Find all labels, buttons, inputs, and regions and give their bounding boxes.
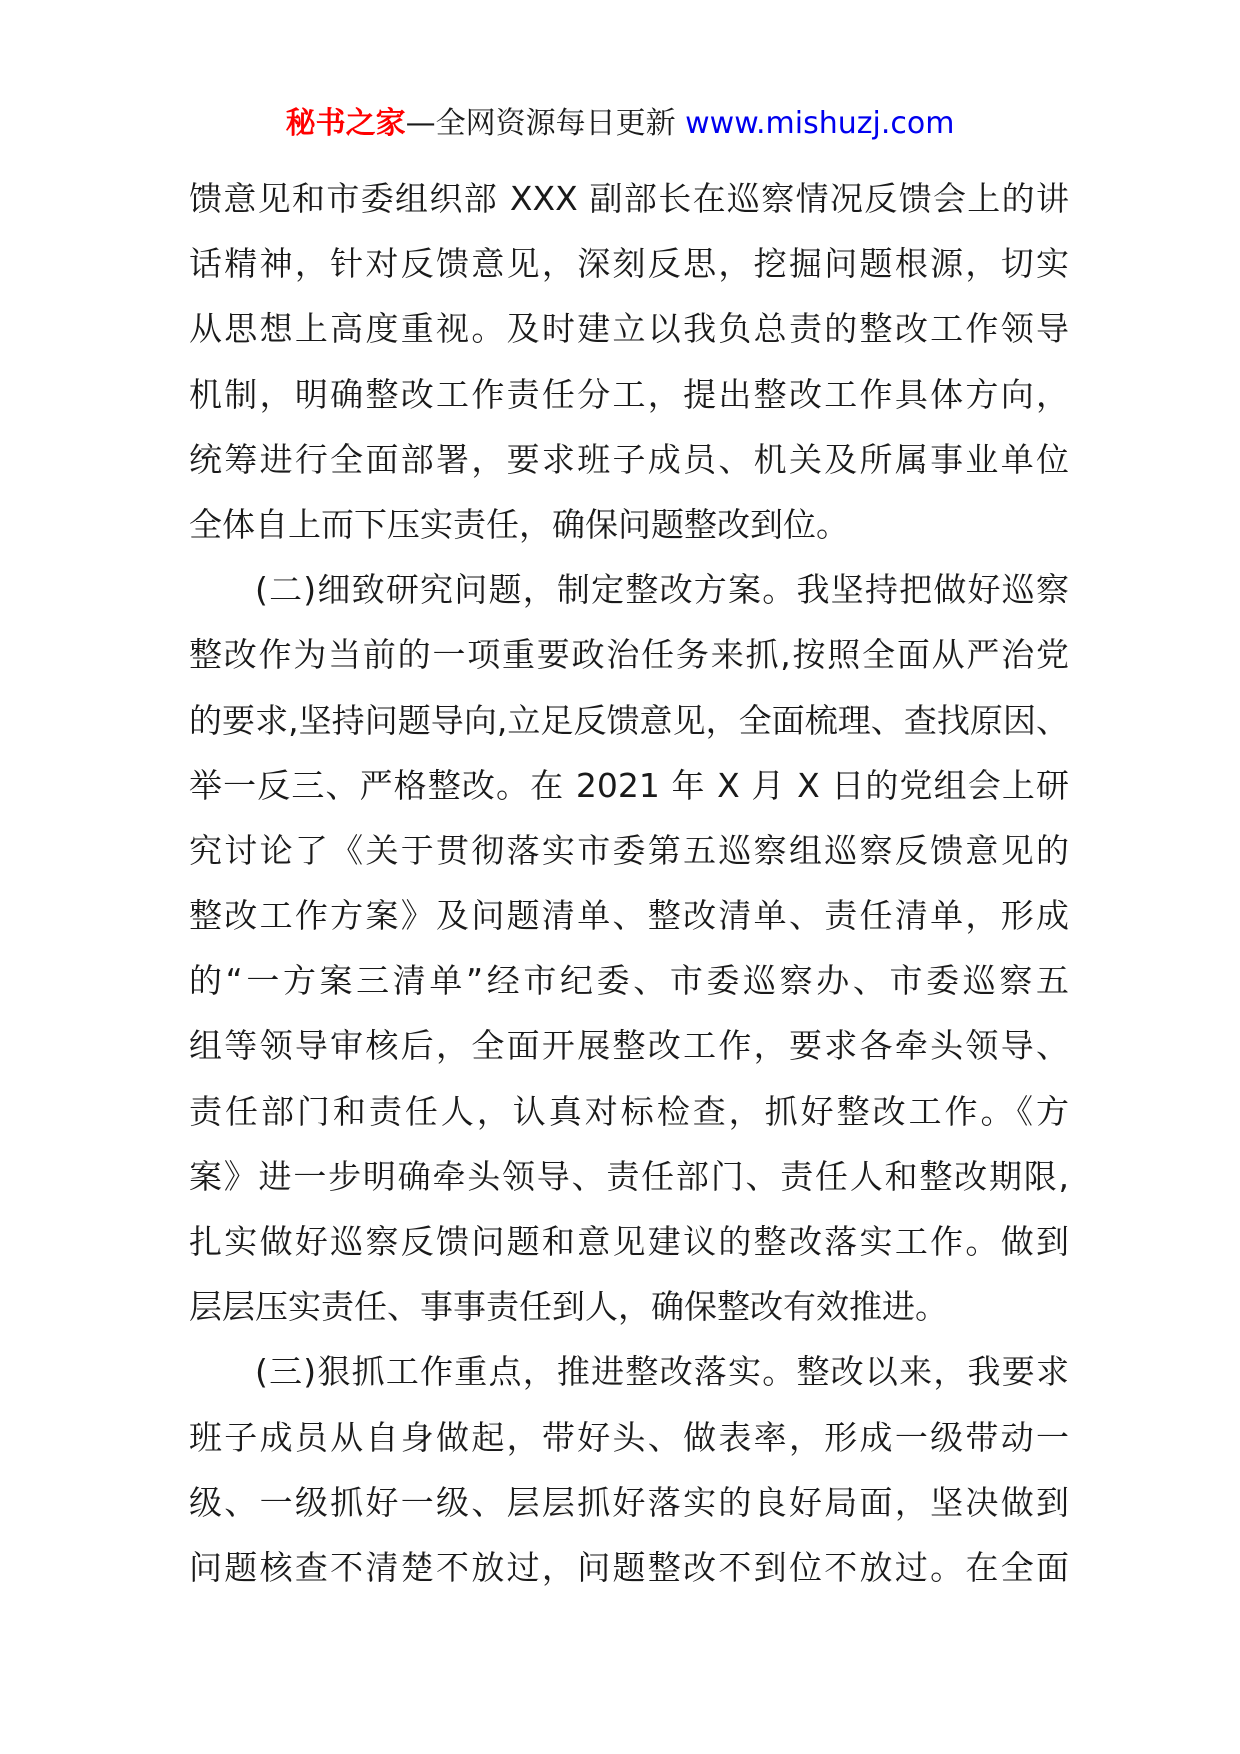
site-header: [0, 104, 1240, 144]
text-line: 问题核查不清楚不放过，问题整改不到位不放过。在全面: [189, 1547, 1069, 1587]
text-line: 整改作为当前的一项重要政治任务来抓,按照全面从严治党: [189, 635, 1069, 675]
text-line: 的要求,坚持问题导向,立足反馈意见，全面梳理、查找原因、: [189, 700, 1069, 740]
paragraph-start-line: (三)狠抓工作重点，推进整改落实。整改以来，我要求: [255, 1352, 1069, 1392]
header-tagline: —全网资源每日更新: [405, 106, 686, 141]
text-line: 责任部门和责任人，认真对标检查，抓好整改工作。《方: [189, 1091, 1069, 1131]
text-line: 级、一级抓好一级、层层抓好落实的良好局面，坚决做到: [189, 1482, 1069, 1522]
text-line: 统筹进行全面部署，要求班子成员、机关及所属事业单位: [189, 439, 1069, 479]
text-line: 整改工作方案》及问题清单、整改清单、责任清单，形成: [189, 896, 1069, 936]
text-line: 的“一方案三清单”经市纪委、市委巡察办、市委巡察五: [189, 961, 1069, 1001]
text-line: 机制，明确整改工作责任分工，提出整改工作具体方向，: [189, 374, 1069, 414]
text-line: 馈意见和市委组织部 XXX 副部长在巡察情况反馈会上的讲: [189, 179, 1069, 218]
brand-name: 秘书之家: [285, 106, 406, 141]
document-body: [189, 166, 1069, 1600]
text-line: 从思想上高度重视。及时建立以我负总责的整改工作领导: [189, 309, 1069, 349]
text-line: 举一反三、严格整改。在 2021 年 X 月 X 日的党组会上研: [189, 765, 1069, 805]
text-line: 究讨论了《关于贯彻落实市委第五巡察组巡察反馈意见的: [189, 830, 1069, 870]
text-line: 扎实做好巡察反馈问题和意见建议的整改落实工作。做到: [189, 1222, 1069, 1261]
text-line: 班子成员从自身做起，带好头、做表率，形成一级带动一: [189, 1417, 1069, 1457]
text-line: 全体自上而下压实责任，确保问题整改到位。: [189, 504, 849, 544]
text-line: 案》进一步明确牵头领导、责任部门、责任人和整改期限,: [189, 1156, 1069, 1196]
paragraph-start-line: (二)细致研究问题，制定整改方案。我坚持把做好巡察: [255, 570, 1069, 610]
text-line: 组等领导审核后，全面开展整改工作，要求各牵头领导、: [189, 1026, 1069, 1066]
text-line: 话精神，针对反馈意见，深刻反思，挖掘问题根源，切实: [189, 244, 1069, 284]
text-line: 层层压实责任、事事责任到人，确保整改有效推进。: [189, 1287, 948, 1327]
site-url-link[interactable]: www.mishuzj.com: [685, 106, 955, 141]
